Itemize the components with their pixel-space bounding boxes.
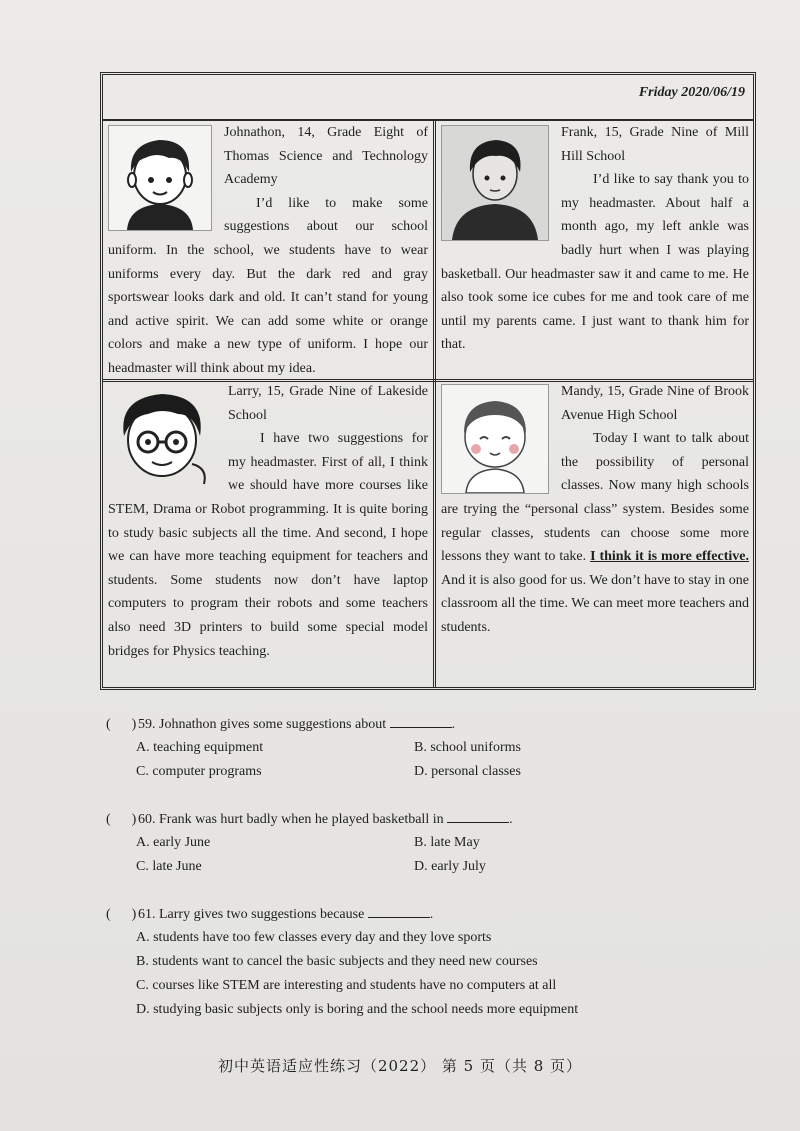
answer-bracket[interactable]: ( ) [106, 717, 137, 732]
boy-cartoon-avatar [108, 125, 212, 231]
question-61 [106, 903, 433, 927]
larry-intro: Larry, 15, Grade Nine of Lakeside School [228, 384, 428, 423]
johnathon-body: I’d like to make some suggestions about our school uniform. In the school, we students have to wear uniforms every day. But the dark red and gray sportswear looks dark and old. It can’t stand for young and active spirit. We can add some white or orange colors and make a new type of uniform. I hope our headmaster will think about my idea. [108, 195, 428, 376]
option-59-a[interactable]: A. teaching equipment [136, 740, 264, 755]
option-60-d[interactable]: D. early July [414, 859, 486, 874]
answer-blank [390, 713, 452, 728]
option-60-c[interactable]: C. late June [136, 859, 202, 874]
cell-johnathon [108, 121, 428, 381]
answer-bracket[interactable]: ( ) [106, 812, 137, 827]
date-row [103, 75, 753, 121]
option-60-a[interactable]: A. early June [136, 835, 211, 850]
answer-blank [368, 903, 430, 918]
question-end: . [451, 717, 456, 732]
option-60-b[interactable]: B. late May [414, 835, 480, 850]
mandy-underlined-sentence: I think it is more effective. [590, 549, 749, 565]
question-61-text: 61. Larry gives two suggestions because [138, 907, 365, 922]
mandy-body-start: Today I want to talk about the possibility of personal classes. Now many high schools are trying the “personal class” system. Besides some regular classes, students can choose some more lessons they want to take. [441, 431, 749, 565]
option-61-a[interactable]: A. students have too few classes every day and they love sports [136, 930, 492, 945]
option-61-d[interactable]: D. studying basic subjects only is boring and the school needs more equipment [136, 1002, 579, 1017]
mandy-intro: Mandy, 15, Grade Nine of Brook Avenue High School [561, 384, 749, 423]
question-60 [106, 808, 513, 832]
cell-larry [108, 380, 428, 663]
option-61-b[interactable]: B. students want to cancel the basic subjects and they need new courses [136, 954, 538, 969]
question-end: . [509, 812, 513, 827]
vertical-divider [433, 121, 436, 687]
glasses-boy-avatar [108, 384, 216, 492]
cell-frank [441, 121, 749, 357]
option-59-c[interactable]: C. computer programs [136, 764, 262, 779]
option-59-b[interactable]: B. school uniforms [414, 740, 521, 755]
girl-cartoon-avatar [441, 384, 549, 494]
question-end: . [429, 907, 434, 922]
johnathon-intro: Johnathon, 14, Grade Eight of Thomas Science and Technology Academy [224, 125, 428, 188]
mandy-body-end: And it is also good for us. We don’t have to stay in one classroom all the time. We can meet more teachers and students. [441, 572, 749, 635]
question-59 [106, 713, 455, 737]
option-59-d[interactable]: D. personal classes [414, 764, 521, 779]
question-60-text: 60. Frank was hurt badly when he played basketball in [138, 812, 444, 827]
answer-blank [447, 808, 509, 823]
page-footer: 初中英语适应性练习（2022） 第 5 页（共 8 页） [217, 1057, 583, 1075]
frank-intro: Frank, 15, Grade Nine of Mill Hill School [561, 125, 749, 164]
question-59-text: 59. Johnathon gives some suggestions about [138, 717, 387, 732]
larry-body: I have two suggestions for my headmaster. First of all, I think we should have more courses like STEM, Drama or Robot programming. It is quite boring to study basic subjects all the time. And second, I hope we can have more teaching equipment for teachers and students. Some students now don’t have laptop computers to program their robots and some teachers also need 3D printers to build some special model bridges for Physics teaching. [108, 431, 428, 659]
option-61-c[interactable]: C. courses like STEM are interesting and students have no computers at all [136, 978, 557, 993]
frank-body: I’d like to say thank you to my headmaster. About half a month ago, my left ankle was badly hurt when I was playing basketball. Our headmaster saw it and came to me. He also took some ice cubes for me and took care of me until my parents came. I just want to thank him for that. [441, 172, 749, 353]
boy-photo-avatar [441, 125, 549, 241]
reading-table [100, 72, 756, 690]
cell-mandy [441, 380, 749, 640]
date-label: Friday 2020/06/19 [638, 85, 745, 100]
answer-bracket[interactable]: ( ) [106, 907, 137, 922]
